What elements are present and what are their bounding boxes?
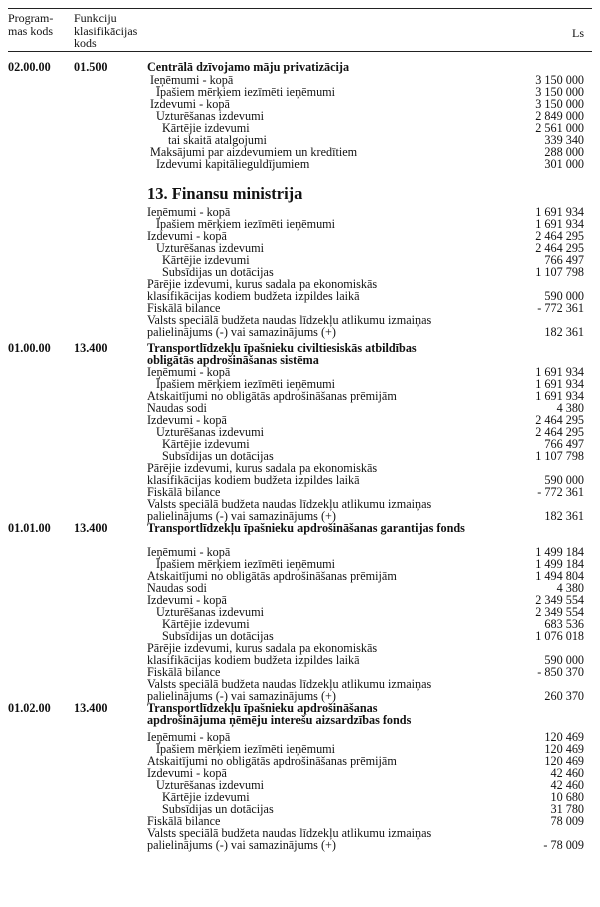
row-value: 590 000 [544,473,584,487]
row-label: Atskaitījumi no obligātās apdrošināšanas prēmijām [147,754,397,768]
header-rule [8,51,592,52]
table-row [0,158,600,170]
row-value: - 772 361 [537,301,584,315]
row-value: 1 107 798 [535,449,584,463]
row-label: klasifikācijas kodiem budžeta izpildes laikā [147,473,360,487]
header-function-code-line2: klasifikācijas [74,23,138,38]
row-label: tai skaitā atalgojumi [168,133,267,147]
row-value: 31 780 [550,802,584,816]
row-label: Fiskālā bilance [147,301,221,315]
row-label: klasifikācijas kodiem budžeta izpildes laikā [147,289,360,303]
row-label: Ieņēmumi - kopā [147,365,231,379]
row-label: Uzturēšanas izdevumi [156,241,264,255]
table-row [0,218,600,230]
row-value: 2 849 000 [535,109,584,123]
program-header-row [0,61,600,73]
row-label: Īpašiem mērķiem iezīmēti ieņēmumi [156,217,336,231]
row-value: 2 561 000 [535,121,584,135]
header-program-code-line1: Program- [8,11,54,25]
row-label: Kārtējie izdevumi [162,121,250,135]
header-currency: Ls [572,26,584,40]
row-label: Kārtējie izdevumi [162,437,250,451]
row-label: Ieņēmumi - kopā [150,73,234,87]
table-row [0,414,600,426]
table-row [0,654,600,666]
row-label: Kārtējie izdevumi [162,253,250,267]
table-row [0,326,600,338]
row-label: Izdevumi - kopā [147,229,227,243]
table-row [0,110,600,122]
row-value: 1 499 184 [535,557,584,571]
row-label: Transportlīdzekļu īpašnieku apdrošināšanas [147,701,378,715]
program-code: 01.00.00 [8,341,51,355]
table-row [0,254,600,266]
row-label: Subsīdijas un dotācijas [162,802,274,816]
row-label: Transportlīdzekļu īpašnieku apdrošināšanas garantijas fonds [147,521,465,535]
row-label: Valsts speciālā budžeta naudas līdzekļu atlikumu izmaiņas [147,313,432,327]
program-code: 01.02.00 [8,701,51,715]
row-label: Kārtējie izdevumi [162,790,250,804]
row-label: Naudas sodi [147,581,207,595]
row-value: 182 361 [544,325,584,339]
row-label: Izdevumi - kopā [147,413,227,427]
function-code: 13.400 [74,341,108,355]
row-value: - 78 009 [543,838,584,852]
row-label: Maksājumi par aizdevumiem un kredītiem [150,145,358,159]
row-value: 4 380 [556,581,584,595]
row-label: palielinājums (-) vai samazinājums (+) [147,689,336,703]
table-row [0,791,600,803]
table-row [0,582,600,594]
row-value: 1 691 934 [535,205,584,219]
function-code: 13.400 [74,521,108,535]
table-row [0,618,600,630]
row-label: Izdevumi - kopā [147,766,227,780]
row-label: Pārējie izdevumi, kurus sadala pa ekonomiskās [147,277,378,291]
row-value: 1 107 798 [535,265,584,279]
header-function-code-line1: Funkciju [74,11,117,25]
table-row [0,755,600,767]
row-label: Izdevumi kapitālieguldījumiem [156,157,310,171]
row-label: Subsīdijas un dotācijas [162,449,274,463]
row-value: 590 000 [544,289,584,303]
table-row [0,594,600,606]
table-row [0,803,600,815]
row-label: Atskaitījumi no obligātās apdrošināšanas prēmijām [147,389,397,403]
table-row [0,779,600,791]
table-row [0,570,600,582]
table-row [0,402,600,414]
row-value: 1 076 018 [535,629,584,643]
table-row [0,839,600,851]
row-value: 288 000 [544,145,584,159]
row-label: Kārtējie izdevumi [162,617,250,631]
row-label: Subsīdijas un dotācijas [162,629,274,643]
table-row [0,714,600,726]
row-label: klasifikācijas kodiem budžeta izpildes laikā [147,653,360,667]
table-row [0,606,600,618]
row-value: 590 000 [544,653,584,667]
row-value: 120 469 [544,742,584,756]
program-code: 01.01.00 [8,521,51,535]
table-row [0,474,600,486]
row-value: 766 497 [544,253,584,267]
row-label: Valsts speciālā budžeta naudas līdzekļu atlikumu izmaiņas [147,677,432,691]
row-value: 2 464 295 [535,229,584,243]
row-label: Transportlīdzekļu īpašnieku civiltiesiskās atbildības [147,341,417,355]
row-value: 766 497 [544,437,584,451]
row-label: Izdevumi - kopā [150,97,230,111]
row-label: Izdevumi - kopā [147,593,227,607]
row-value: 3 150 000 [535,97,584,111]
table-row [0,230,600,242]
row-label: Uzturēšanas izdevumi [156,605,264,619]
row-value: 120 469 [544,730,584,744]
table-row [0,290,600,302]
row-value: 2 349 554 [535,593,584,607]
row-value: 301 000 [544,157,584,171]
header-program-code-line2: mas kods [8,23,53,38]
row-value: - 850 370 [537,665,584,679]
row-label: Īpašiem mērķiem iezīmēti ieņēmumi [156,557,336,571]
row-label: 13. Finansu ministrija [147,184,303,203]
row-label: Subsīdijas un dotācijas [162,265,274,279]
row-value: 683 536 [544,617,584,631]
row-value: 2 464 295 [535,413,584,427]
row-label: Naudas sodi [147,401,207,415]
header-function-code-line3: kods [74,36,97,50]
row-label: palielinājums (-) vai samazinājums (+) [147,838,336,852]
row-label: Atskaitījumi no obligātās apdrošināšanas prēmijām [147,569,397,583]
table-row [0,86,600,98]
program-code: 02.00.00 [8,60,51,74]
table-row [0,426,600,438]
row-label: Centrālā dzīvojamo māju privatizācija [147,60,350,74]
row-label: Fiskālā bilance [147,485,221,499]
row-label: Ieņēmumi - kopā [147,545,231,559]
row-label: Valsts speciālā budžeta naudas līdzekļu atlikumu izmaiņas [147,826,432,840]
row-label: Pārējie izdevumi, kurus sadala pa ekonomiskās [147,461,378,475]
row-value: 260 370 [544,689,584,703]
table-row [0,767,600,779]
table-row [0,122,600,134]
header-function-code [74,12,137,50]
row-value: 339 340 [544,133,584,147]
row-value: 2 464 295 [535,241,584,255]
row-value: 2 349 554 [535,605,584,619]
row-value: 10 680 [550,790,584,804]
table-row [0,354,600,366]
row-value: 3 150 000 [535,85,584,99]
row-label: Īpašiem mērķiem iezīmēti ieņēmumi [156,377,336,391]
row-label: palielinājums (-) vai samazinājums (+) [147,325,336,339]
top-rule [8,8,592,9]
row-label: apdrošinājuma ņēmēju interešu aizsardzības fonds [147,713,412,727]
row-label: obligātās apdrošināšanas sistēma [147,353,319,367]
row-value: 2 464 295 [535,425,584,439]
row-value: 1 499 184 [535,545,584,559]
program-header-row [0,522,600,534]
row-value: 42 460 [550,766,584,780]
row-value: 42 460 [550,778,584,792]
row-label: palielinājums (-) vai samazinājums (+) [147,509,336,523]
row-value: - 772 361 [537,485,584,499]
row-value: 1 494 804 [535,569,584,583]
row-value: 78 009 [550,814,584,828]
row-value: 1 691 934 [535,389,584,403]
table-row [0,242,600,254]
row-label: Fiskālā bilance [147,814,221,828]
row-label: Ieņēmumi - kopā [147,205,231,219]
row-label: Pārējie izdevumi, kurus sadala pa ekonomiskās [147,641,378,655]
row-value: 1 691 934 [535,377,584,391]
row-value: 3 150 000 [535,73,584,87]
row-value: 182 361 [544,509,584,523]
function-code: 01.500 [74,60,108,74]
row-value: 120 469 [544,754,584,768]
header-program-code [8,12,53,37]
row-label: Uzturēšanas izdevumi [156,109,264,123]
row-label: Īpašiem mērķiem iezīmēti ieņēmumi [156,85,336,99]
row-value: 1 691 934 [535,217,584,231]
function-code: 13.400 [74,701,108,715]
row-value: 4 380 [556,401,584,415]
row-label: Fiskālā bilance [147,665,221,679]
table-row [0,390,600,402]
row-label: Īpašiem mērķiem iezīmēti ieņēmumi [156,742,336,756]
row-label: Uzturēšanas izdevumi [156,425,264,439]
row-label: Ieņēmumi - kopā [147,730,231,744]
table-row [0,438,600,450]
table-row [0,98,600,110]
row-label: Uzturēšanas izdevumi [156,778,264,792]
row-value: 1 691 934 [535,365,584,379]
row-label: Valsts speciālā budžeta naudas līdzekļu atlikumu izmaiņas [147,497,432,511]
